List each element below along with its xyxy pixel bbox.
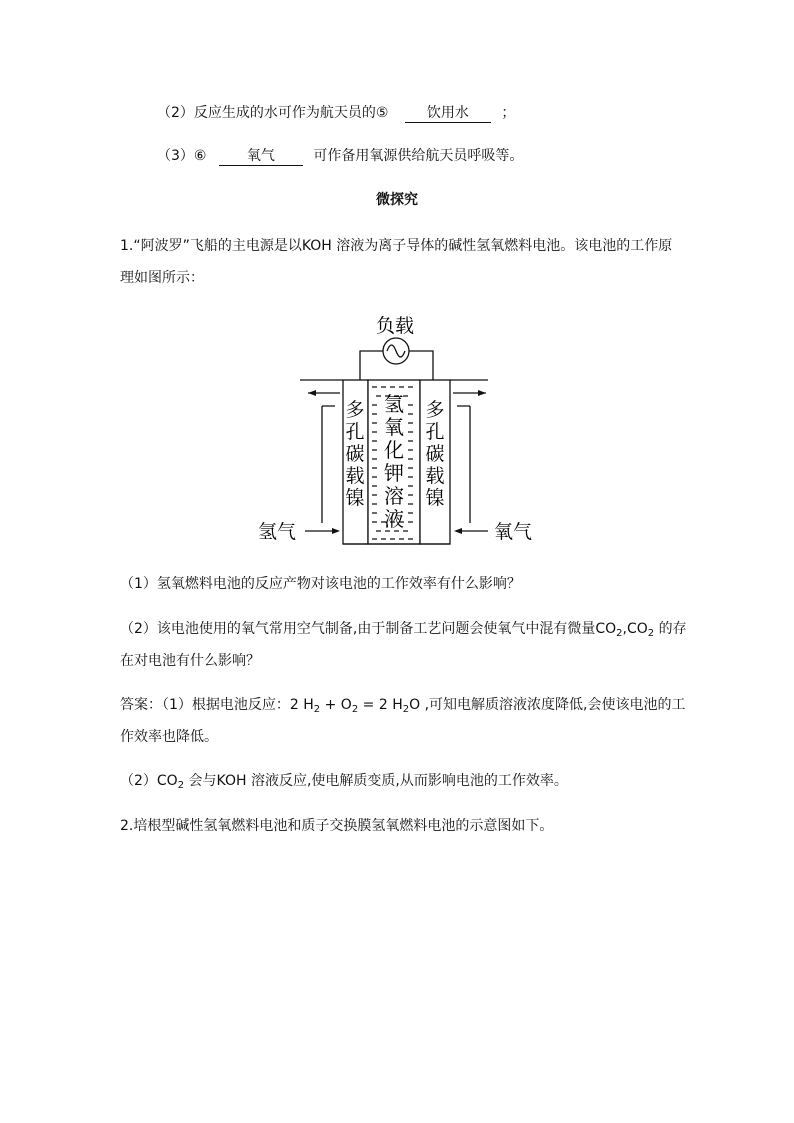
o2-subscript: 2: [351, 704, 359, 715]
q2-answer-blank: 饮用水: [405, 104, 491, 123]
hydrogen-label: 氢气: [258, 521, 297, 543]
answer-text-d: O ,可知电解质溶液浓度降低,会使该电池的工: [409, 697, 686, 713]
problem2: 2.培根型碱性氢氧燃料电池和质子交换膜氢氧燃料电池的示意图如下。: [120, 818, 554, 834]
subquestion-2-line1: [120, 619, 687, 639]
oxygen-label: 氧气: [494, 521, 533, 543]
subq2-text-b: ,CO: [622, 621, 648, 637]
subq2-text-c: 的存: [654, 621, 687, 637]
answer2-text-b: 会与KOH 溶液反应,使电解质变质,从而影响电池的工作效率。: [184, 773, 568, 789]
answer-line1: [120, 695, 685, 715]
problem1-line1: 1.“阿波罗”飞船的主电源是以KOH 溶液为离子导体的碱性氢氧燃料电池。该电池的工作原: [120, 238, 673, 254]
answer2-text-a: （2）CO: [120, 773, 178, 789]
oxygen-inlet-arrowhead: [454, 528, 462, 534]
electrolyte-label: 氢氧化钾溶液: [384, 392, 404, 531]
q2-suffix: ；: [501, 105, 516, 121]
co2-subscript: 2: [647, 628, 655, 639]
q3-suffix: 可作备用氧源供给航天员呼吸等。: [313, 148, 524, 164]
left-bracket: [322, 406, 335, 523]
answer-text-a: 答案：（1）根据电池反应：2 H: [120, 697, 314, 713]
answer-text-b: + O: [320, 697, 352, 713]
subquestion-1: （1）氢氧燃料电池的反应产物对该电池的工作效率有什么影响？: [120, 576, 521, 592]
hydrogen-inlet-arrowhead: [332, 528, 340, 534]
section-title: 微探究: [376, 192, 418, 208]
right-bracket: [457, 406, 470, 523]
right-outlet-arrowhead: [478, 390, 486, 396]
answer-text-c: = 2 H: [358, 697, 403, 713]
q3-line: [157, 146, 523, 166]
load-label: 负载: [375, 315, 415, 337]
left-electrode-label: 多孔碳载镍: [345, 399, 365, 509]
right-electrode-label: 多孔碳载镍: [425, 399, 445, 509]
q3-prefix: （3）⑥: [157, 148, 207, 164]
h2o-subscript: 2: [402, 704, 410, 715]
answer-line3: [120, 771, 568, 791]
subquestion-2-line2: 在对电池有什么影响？: [120, 653, 260, 669]
q2-prefix: （2）反应生成的水可作为航天员的⑤: [157, 105, 389, 121]
problem1-line2: 理如图所示：: [120, 270, 204, 286]
left-outlet-arrowhead: [308, 390, 316, 396]
q3-answer-blank: 氧气: [219, 147, 303, 166]
co2-subscript: 2: [177, 780, 185, 791]
answer-line2: 作效率也降低。: [120, 729, 218, 745]
subq2-text-a: （2）该电池使用的氧气常用空气制备,由于制备工艺问题会使氧气中混有微量CO: [120, 621, 617, 637]
q2-line: [157, 103, 515, 123]
co2-subscript: 2: [616, 628, 623, 639]
h2-subscript: 2: [313, 704, 321, 715]
fuel-cell-diagram: [250, 310, 550, 550]
